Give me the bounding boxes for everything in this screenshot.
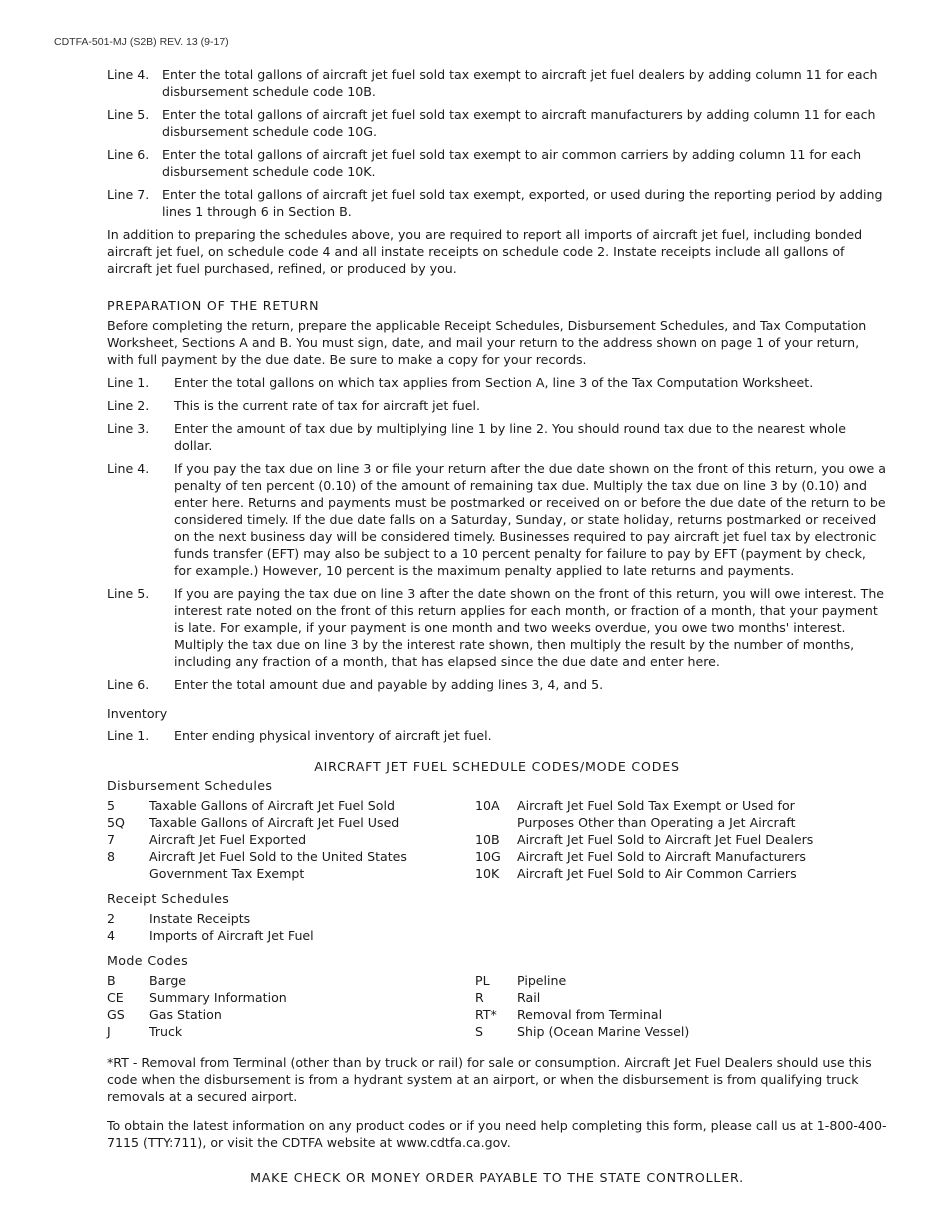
code-description: Truck <box>149 1024 183 1039</box>
payment-footer: MAKE CHECK OR MONEY ORDER PAYABLE TO THE STATE CONTROLLER. <box>250 1170 744 1185</box>
code: 10B <box>475 832 500 847</box>
code: 10G <box>475 849 501 864</box>
code: RT* <box>475 1007 497 1022</box>
preparation-line <box>107 676 887 693</box>
code-row <box>107 831 475 848</box>
code-description: Aircraft Jet Fuel Sold to the United States Government Tax Exempt <box>149 849 407 881</box>
line-label: Line 1. <box>107 728 150 743</box>
rt-note: *RT - Removal from Terminal (other than by truck or rail) for sale or consumption. Aircraft Jet Fuel Dealers should use this code when the disbursement is from a hydrant system at an airport, or when the disbursement is from qualifying truck removals at a secured airport. <box>107 1055 872 1104</box>
preparation-heading: PREPARATION OF THE RETURN <box>107 298 320 313</box>
mode-heading: Mode Codes <box>107 953 189 968</box>
receipt-heading: Receipt Schedules <box>107 891 230 906</box>
line-text: Enter the total gallons on which tax applies from Section A, line 3 of the Tax Computation Worksheet. <box>174 375 814 390</box>
line-text: This is the current rate of tax for aircraft jet fuel. <box>174 398 481 413</box>
inventory-heading: Inventory <box>107 706 168 721</box>
imports-paragraph: In addition to preparing the schedules above, you are required to report all imports of aircraft jet fuel, including bonded aircraft jet fuel, on schedule code 4 and all instate receipts on schedule code 2. Instate receipts include all gallons of aircraft jet fuel purchased, refined, or produced by you. <box>107 227 863 276</box>
disbursement-codes <box>107 797 887 882</box>
disbursement-heading: Disbursement Schedules <box>107 778 273 793</box>
code-row <box>475 831 843 848</box>
code: 10K <box>475 866 500 881</box>
preparation-line <box>107 420 887 454</box>
code-description: Aircraft Jet Fuel Exported <box>149 832 307 847</box>
code-row <box>107 1023 475 1040</box>
code-description: Pipeline <box>517 973 567 988</box>
disbursement-left-column <box>107 797 475 882</box>
line-text: Enter the total gallons of aircraft jet fuel sold tax exempt, exported, or used during the reporting period by adding lines 1 through 6 in Section B. <box>162 187 883 219</box>
line-label: Line 7. <box>107 187 150 202</box>
contact-info: To obtain the latest information on any product codes or if you need help completing this form, please call us at 1-800-400-7115 (TTY:711), or visit the CDTFA website at www.cdtfa.ca.gov. <box>107 1118 887 1150</box>
code: R <box>475 990 484 1005</box>
preparation-line <box>107 374 887 391</box>
code-row <box>475 1023 843 1040</box>
line-text: Enter the total gallons of aircraft jet fuel sold tax exempt to aircraft jet fuel dealers by adding column 11 for each disbursement schedule code 10B. <box>162 67 878 99</box>
preparation-lines <box>107 374 887 693</box>
line-label: Line 2. <box>107 398 150 413</box>
code-description: Taxable Gallons of Aircraft Jet Fuel Used <box>149 815 400 830</box>
inventory-line <box>107 727 887 744</box>
disbursement-right-column <box>475 797 843 882</box>
line-text: Enter the total gallons of aircraft jet fuel sold tax exempt to aircraft manufacturers by adding column 11 for each disbursement schedule code 10G. <box>162 107 876 139</box>
code-description: Aircraft Jet Fuel Sold to Aircraft Jet Fuel Dealers <box>517 832 814 847</box>
code-row <box>475 797 843 831</box>
code-description: Aircraft Jet Fuel Sold to Air Common Carriers <box>517 866 797 881</box>
code: 2 <box>107 911 116 926</box>
code-description: Removal from Terminal <box>517 1007 663 1022</box>
line-label: Line 1. <box>107 375 150 390</box>
section-b-line <box>107 106 887 140</box>
code: 4 <box>107 928 116 943</box>
line-label: Line 6. <box>107 147 150 162</box>
section-b-line <box>107 146 887 180</box>
instructions-content <box>107 66 887 1186</box>
code: PL <box>475 973 490 988</box>
code: J <box>107 1024 111 1039</box>
code-description: Aircraft Jet Fuel Sold Tax Exempt or Used for Purposes Other than Operating a Jet Aircraft <box>517 798 796 830</box>
code: CE <box>107 990 124 1005</box>
line-text: If you pay the tax due on line 3 or file your return after the due date shown on the front of this return, you owe a penalty of ten percent (0.10) of the amount of remaining tax due. Multiply the tax due on line 3 by (0.10) and enter here. Returns and payments must be postmarked or received on or before the due date of the return to be considered timely. If the due date falls on a Saturday, Sunday, or state holiday, returns postmarked or received on the next business day will be considered timely. Businesses required to pay aircraft jet fuel tax by electronic funds transfer (EFT) may also be subject to a 10 percent penalty for failure to pay by EFT (payment by check, for example.) However, 10 percent is the maximum penalty applied to late returns and payments. <box>174 461 887 578</box>
code-description: Instate Receipts <box>149 911 251 926</box>
line-text: Enter ending physical inventory of aircraft jet fuel. <box>174 728 492 743</box>
code-description: Ship (Ocean Marine Vessel) <box>517 1024 690 1039</box>
line-text: If you are paying the tax due on line 3 after the date shown on the front of this return, you will owe interest. The interest rate noted on the front of this return applies for each month, or fraction of a month, that your payment is late. For example, if your payment is one month and two weeks overdue, you owe two months' interest. Multiply the tax due on line 3 by the interest rate shown, then multiply the result by the number of months, including any fraction of a month, that has elapsed since the due date and enter here. <box>174 586 885 669</box>
code-row <box>475 989 843 1006</box>
line-label: Line 4. <box>107 67 150 82</box>
codes-heading: AIRCRAFT JET FUEL SCHEDULE CODES/MODE CODES <box>314 759 680 774</box>
preparation-line <box>107 397 887 414</box>
code-row <box>107 848 475 882</box>
form-id: CDTFA-501-MJ (S2B) REV. 13 (9-17) <box>54 36 229 48</box>
code-row <box>475 848 843 865</box>
code-description: Gas Station <box>149 1007 222 1022</box>
code: 5 <box>107 798 116 813</box>
receipt-codes <box>107 910 887 944</box>
mode-codes <box>107 972 887 1040</box>
preparation-intro: Before completing the return, prepare the applicable Receipt Schedules, Disbursement Schedules, and Tax Computation Worksheet, Sections A and B. You must sign, date, and mail your return to the address shown on page 1 of your return, with full payment by the due date. Be sure to make a copy for your records. <box>107 318 867 367</box>
line-text: Enter the total gallons of aircraft jet fuel sold tax exempt to air common carriers by adding column 11 for each disbursement schedule code 10K. <box>162 147 862 179</box>
preparation-line <box>107 460 887 579</box>
code-description: Aircraft Jet Fuel Sold to Aircraft Manufacturers <box>517 849 806 864</box>
code-row <box>107 927 887 944</box>
code-row <box>107 814 475 831</box>
section-b-lines <box>107 66 887 220</box>
line-label: Line 5. <box>107 586 150 601</box>
code-row <box>475 865 843 882</box>
code-row <box>107 989 475 1006</box>
code-description: Imports of Aircraft Jet Fuel <box>149 928 314 943</box>
code-row <box>475 1006 843 1023</box>
line-label: Line 3. <box>107 421 150 436</box>
code: 10A <box>475 798 500 813</box>
mode-right-column <box>475 972 843 1040</box>
mode-left-column <box>107 972 475 1040</box>
code-row <box>475 972 843 989</box>
line-text: Enter the total amount due and payable by adding lines 3, 4, and 5. <box>174 677 604 692</box>
code-description: Barge <box>149 973 187 988</box>
code: S <box>475 1024 483 1039</box>
line-text: Enter the amount of tax due by multiplying line 1 by line 2. You should round tax due to the nearest whole dollar. <box>174 421 847 453</box>
section-b-line <box>107 186 887 220</box>
code: 7 <box>107 832 116 847</box>
code: 8 <box>107 849 116 864</box>
code-description: Summary Information <box>149 990 287 1005</box>
code-row <box>107 797 475 814</box>
line-label: Line 6. <box>107 677 150 692</box>
code-row <box>107 910 887 927</box>
code-row <box>107 972 475 989</box>
code: 5Q <box>107 815 125 830</box>
line-label: Line 5. <box>107 107 150 122</box>
code-row <box>107 1006 475 1023</box>
code: B <box>107 973 116 988</box>
preparation-line <box>107 585 887 670</box>
code-description: Rail <box>517 990 541 1005</box>
section-b-line <box>107 66 887 100</box>
line-label: Line 4. <box>107 461 150 476</box>
code-description: Taxable Gallons of Aircraft Jet Fuel Sold <box>149 798 395 813</box>
code: GS <box>107 1007 125 1022</box>
